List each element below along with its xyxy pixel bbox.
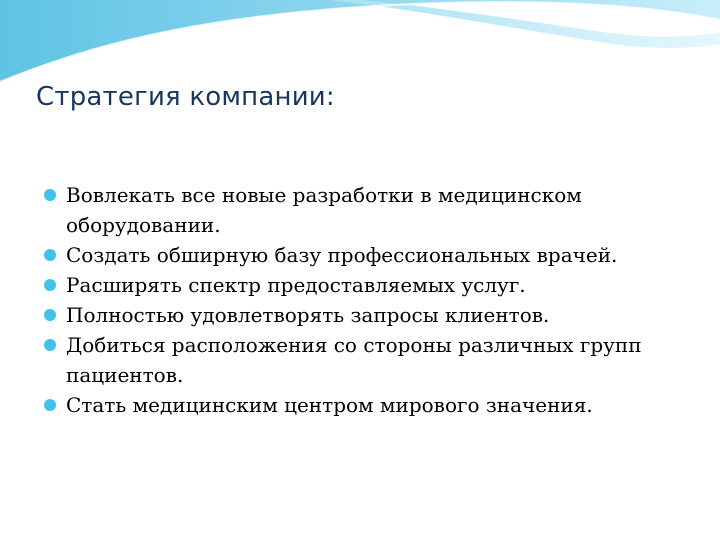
list-item-text: Создать обширную базу профессиональных врачей.: [66, 243, 618, 267]
list-item: [44, 330, 704, 390]
list-item: [44, 270, 704, 300]
list-item-text: Добиться расположения со стороны различных групп пациентов.: [66, 333, 642, 387]
decorative-wave: [0, 0, 720, 90]
bullet-dot-icon: [44, 399, 56, 411]
list-item-text: Стать медицинским центром мирового значения.: [66, 393, 593, 417]
bullet-dot-icon: [44, 279, 56, 291]
list-item: [44, 390, 704, 420]
list-item: [44, 180, 704, 240]
list-item-text: Вовлекать все новые разработки в медицинском оборудовании.: [66, 183, 582, 237]
bullet-dot-icon: [44, 339, 56, 351]
list-item-text: Полностью удовлетворять запросы клиентов.: [66, 303, 550, 327]
list-item: [44, 240, 704, 270]
list-item: [44, 300, 704, 330]
list-item-text: Расширять спектр предоставляемых услуг.: [66, 273, 526, 297]
bullet-dot-icon: [44, 309, 56, 321]
bullet-list: [44, 180, 704, 420]
bullet-dot-icon: [44, 249, 56, 261]
slide-title: Стратегия компании:: [36, 82, 335, 112]
bullet-dot-icon: [44, 189, 56, 201]
